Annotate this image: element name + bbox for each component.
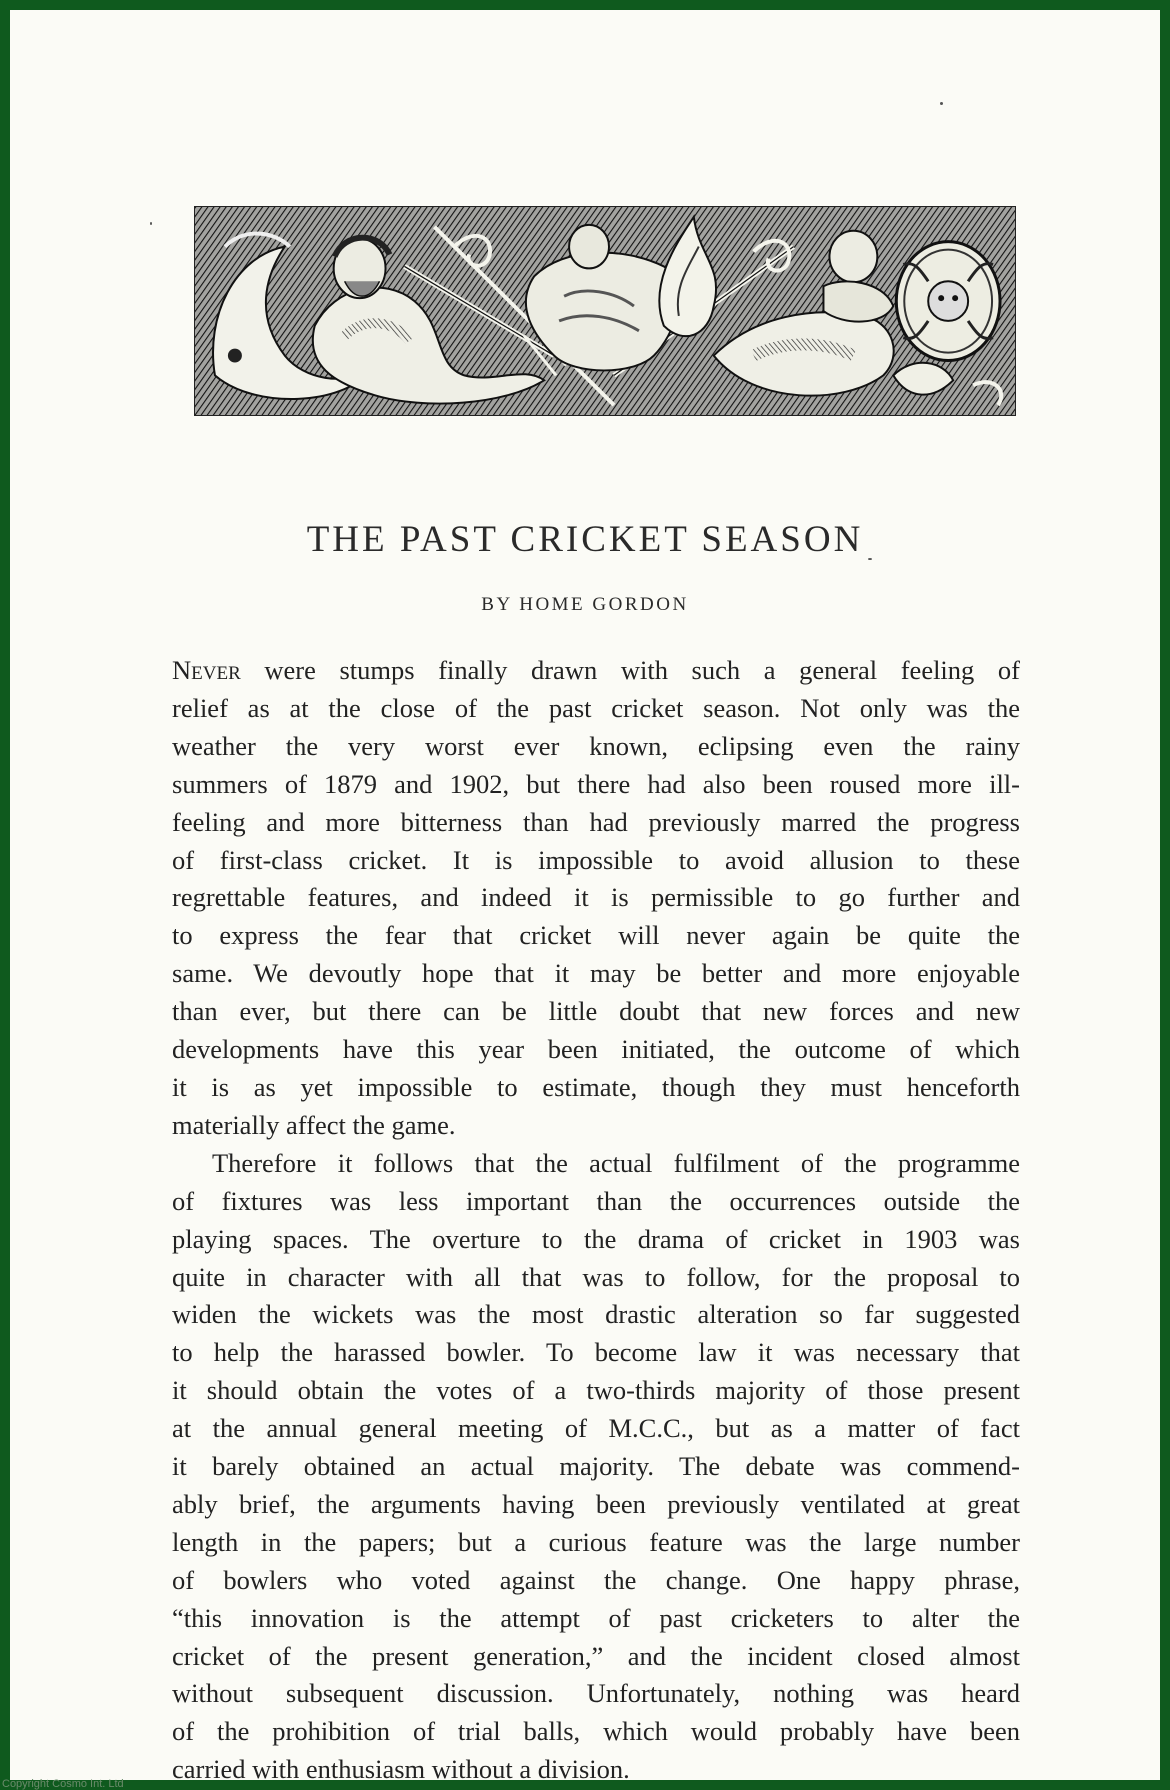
- text-line: to help the harassed bowler. To become law it was necessary that: [172, 1337, 1020, 1368]
- text-line: ably brief, the arguments having been previously ventilated at great: [172, 1488, 1020, 1519]
- paragraph-1: [172, 652, 1020, 1145]
- text-line: it should obtain the votes of a two-thirds majority of those present: [172, 1375, 1020, 1406]
- text-line: relief as at the close of the past cricket season. Not only was the: [172, 692, 1020, 723]
- article-body: [172, 652, 1020, 1780]
- copyright-notice: Copyright Cosmo Int. Ltd: [2, 1778, 124, 1790]
- text-line: without subsequent discussion. Unfortunately, nothing was heard: [172, 1678, 1020, 1709]
- text-line: of bowlers who voted against the change. One happy phrase,: [172, 1564, 1020, 1595]
- paragraph-2: [172, 1145, 1020, 1780]
- text-line: playing spaces. The overture to the drama of cricket in 1903 was: [172, 1223, 1020, 1254]
- text-line: widen the wickets was the most drastic alteration so far suggested: [172, 1299, 1020, 1330]
- text-line: quite in character with all that was to follow, for the proposal to: [172, 1261, 1020, 1292]
- text-line: to express the fear that cricket will never again be quite the: [172, 920, 1020, 951]
- decorative-banner-engraving: [194, 206, 1016, 416]
- sea-gods-frieze-illustration: [195, 207, 1015, 415]
- text-line: length in the papers; but a curious feature was the large number: [172, 1526, 1020, 1557]
- text-line: weather the very worst ever known, eclipsing even the rainy: [172, 730, 1020, 761]
- paper-speck: [150, 222, 152, 225]
- text-line: carried with enthusiasm without a division.: [172, 1754, 630, 1780]
- text-line: developments have this year been initiated, the outcome of which: [172, 1034, 1020, 1065]
- text-line: cricket of the present generation,” and the incident closed almost: [172, 1640, 1020, 1671]
- lead-word: Never: [172, 655, 241, 685]
- article-byline: BY HOME GORDON: [481, 594, 689, 615]
- text-line: it is as yet impossible to estimate, though they must henceforth: [172, 1071, 1020, 1102]
- text-line: at the annual general meeting of M.C.C., but as a matter of fact: [172, 1413, 1020, 1444]
- text-line: Never were stumps finally drawn with such a general feeling of: [172, 655, 1020, 685]
- text-line: of fixtures was less important than the occurrences outside the: [172, 1185, 1020, 1216]
- text-line: Therefore it follows that the actual fulfilment of the programme: [212, 1147, 1020, 1178]
- text-line: of the prohibition of trial balls, which would probably have been: [172, 1716, 1020, 1747]
- text-line: than ever, but there can be little doubt that new forces and new: [172, 996, 1020, 1027]
- text-line: of first-class cricket. It is impossible to avoid allusion to these: [172, 844, 1020, 875]
- text-line: it barely obtained an actual majority. The debate was commend-: [172, 1451, 1020, 1482]
- text-line: regrettable features, and indeed it is permissible to go further and: [172, 882, 1020, 913]
- article-title: THE PAST CRICKET SEASON: [306, 519, 864, 560]
- text-line: feeling and more bitterness than had previously marred the progress: [172, 806, 1020, 837]
- text-line: summers of 1879 and 1902, but there had also been roused more ill-: [172, 768, 1020, 799]
- text-line: same. We devoutly hope that it may be better and more enjoyable: [172, 958, 1020, 989]
- text-line: “this innovation is the attempt of past cricketers to alter the: [172, 1602, 1020, 1633]
- text-line: materially affect the game.: [172, 1109, 456, 1140]
- scanned-page: [10, 10, 1160, 1780]
- paper-speck: [940, 102, 943, 105]
